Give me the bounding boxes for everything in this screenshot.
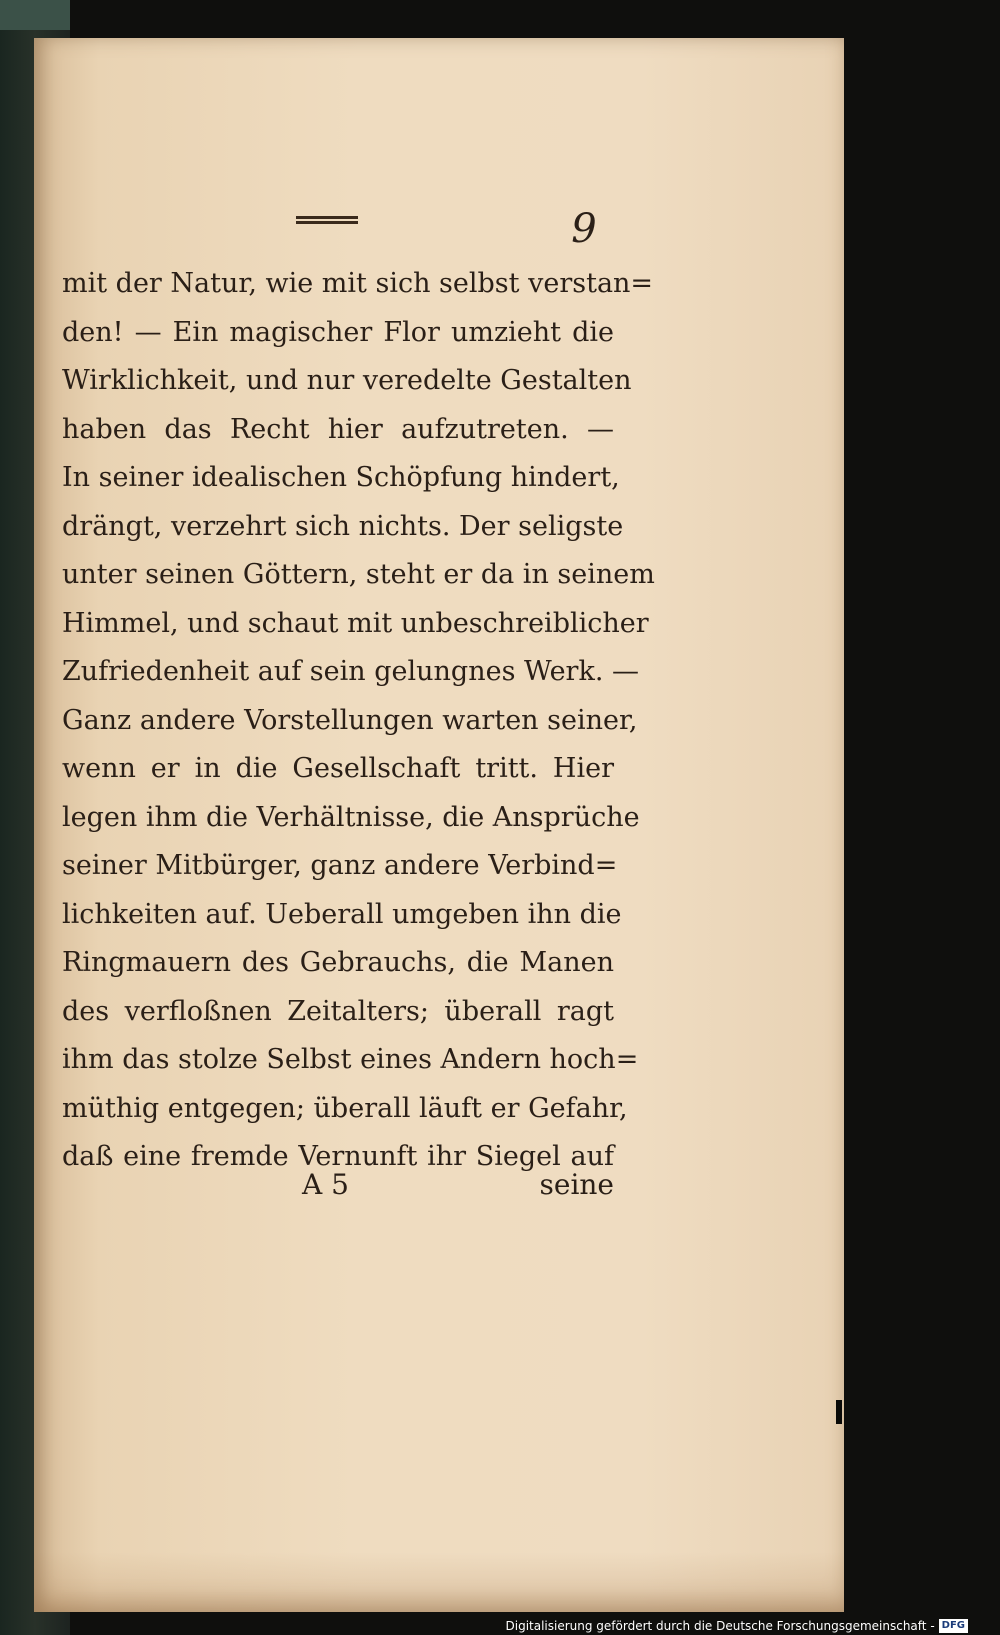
- text-line: drängt, verzehrt sich nichts. Der seligste: [62, 510, 624, 542]
- text-line: legen ihm die Verhältnisse, die Ansprüche: [62, 801, 640, 833]
- text-line: den! — Ein magischer Flor umzieht die: [62, 316, 614, 348]
- text-line: müthig entgegen; überall läuft er Gefahr,: [62, 1092, 628, 1124]
- dfg-logo: DFG: [939, 1619, 968, 1633]
- scan-artifact: [836, 1400, 842, 1424]
- text-line: mit der Natur, wie mit sich selbst verstan=: [62, 268, 654, 299]
- text-line: haben das Recht hier aufzutreten. —: [62, 413, 614, 445]
- text-line: daß eine fremde Vernunft ihr Siegel auf: [62, 1141, 614, 1172]
- text-line: wenn er in die Gesellschaft tritt. Hier: [62, 753, 614, 784]
- text-line: Ganz andere Vorstellungen warten seiner,: [62, 704, 638, 736]
- text-line: lichkeiten auf. Ueberall umgeben ihn die: [62, 898, 622, 930]
- text-line: In seiner idealischen Schöpfung hindert,: [62, 462, 620, 493]
- text-line: Himmel, und schaut mit unbeschreiblicher: [62, 607, 649, 639]
- header-rule: [296, 216, 358, 226]
- body-text: [62, 260, 655, 1182]
- credit-text: Digitalisierung gefördert durch die Deutsche Forschungsgemeinschaft -: [505, 1619, 935, 1633]
- page-footer: [62, 1168, 614, 1218]
- text-line: Wirklichkeit, und nur veredelte Gestalten: [62, 365, 632, 396]
- text-line: seiner Mitbürger, ganz andere Verbind=: [62, 850, 618, 881]
- text-line: des verfloßnen Zeitalters; überall ragt: [62, 995, 614, 1027]
- catchword: seine: [539, 1168, 614, 1201]
- digitization-credit: [506, 1619, 969, 1633]
- binding-top-edge: [0, 0, 70, 30]
- book-page: [34, 38, 844, 1612]
- text-line: Ringmauern des Gebrauchs, die Manen: [62, 947, 614, 978]
- page-number: 9: [571, 206, 597, 252]
- signature-mark: A 5: [302, 1168, 349, 1201]
- text-line: Zufriedenheit auf sein gelungnes Werk. —: [62, 656, 639, 687]
- text-line: ihm das stolze Selbst eines Andern hoch=: [62, 1044, 639, 1075]
- text-line: unter seinen Göttern, steht er da in seinem: [62, 559, 655, 590]
